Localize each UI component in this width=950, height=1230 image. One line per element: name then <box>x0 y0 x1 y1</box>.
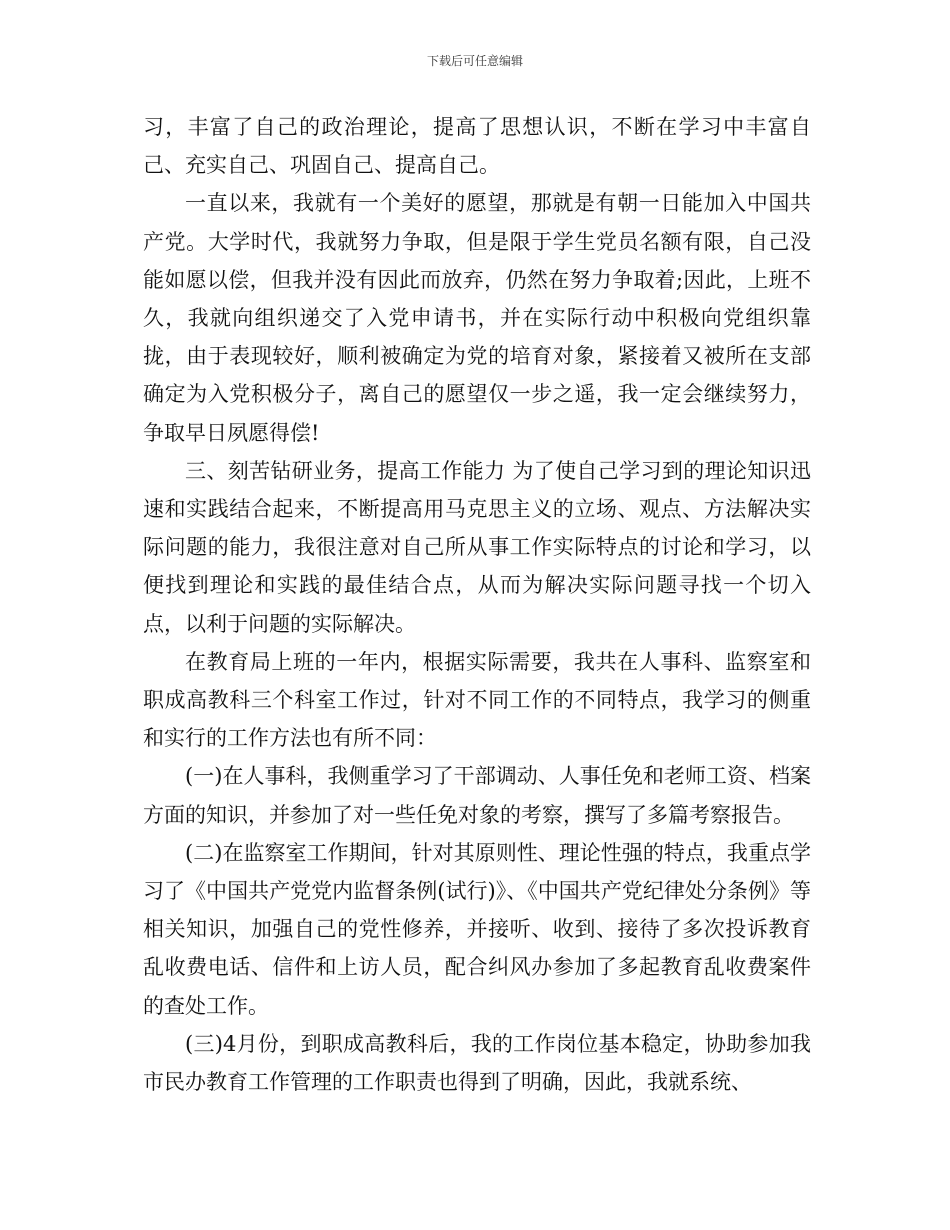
paragraph-party-aspiration: 一直以来，我就有一个美好的愿望，那就是有朝一日能加入中国共产党。大学时代，我就努力争取，但是限于学生党员名额有限，自己没能如愿以偿，但我并没有因此而放弃，仍然在努力争取着;因此，上班不久，我就向组织递交了入党申请书，并在实际行动中积极向党组织靠拢，由于表现较好，顺利被确定为党的培育对象，紧接着又被所在支部确定为入党积极分子，离自己的愿望仅一步之遥，我一定会继续努力，争取早日夙愿得偿! <box>143 191 811 445</box>
paragraph-item-one: (一)在人事科，我侧重学习了干部调动、人事任免和老师工资、档案方面的知识，并参加了对一些任免对象的考察，撰写了多篇考察报告。 <box>143 764 811 827</box>
paragraph-education-bureau: 在教育局上班的一年内，根据实际需要，我共在人事科、监察室和职成高教科三个科室工作过，针对不同工作的不同特点，我学习的侧重和实行的工作方法也有所不同： <box>143 649 811 751</box>
page-header: 下载后可任意编辑 <box>426 54 523 68</box>
paragraph-item-three: (三)4月份，到职成高教科后，我的工作岗位基本稳定，协助参加我市民办教育工作管理的工作职责也得到了明确，因此，我就系统、 <box>143 1031 811 1095</box>
paragraph-continued: 习，丰富了自己的政治理论，提高了思想认识，不断在学习中丰富自己、充实自己、巩固自己、提高自己。 <box>143 115 811 178</box>
paragraph-section-three: 三、刻苦钻研业务，提高工作能力 为了使自己学习到的理论知识迅速和实践结合起来，不断提高用马克思主义的立场、观点、方法解决实际问题的能力，我很注意对自己所从事工作实际特点的讨论和学习，以便找到理论和实践的最佳结合点，从而为解决实际问题寻找一个切入点，以利于问题的实际解决。 <box>143 458 811 636</box>
document-body <box>143 108 811 1101</box>
paragraph-item-two: (二)在监察室工作期间，针对其原则性、理论性强的特点，我重点学习了《中国共产党党内监督条例(试行)》、《中国共产党纪律处分条例》等相关知识，加强自己的党性修养，并接听、收到、接待了多次投诉教育乱收费电话、信件和上访人员，配合纠风办参加了多起教育乱收费案件的查处工作。 <box>143 840 811 1018</box>
